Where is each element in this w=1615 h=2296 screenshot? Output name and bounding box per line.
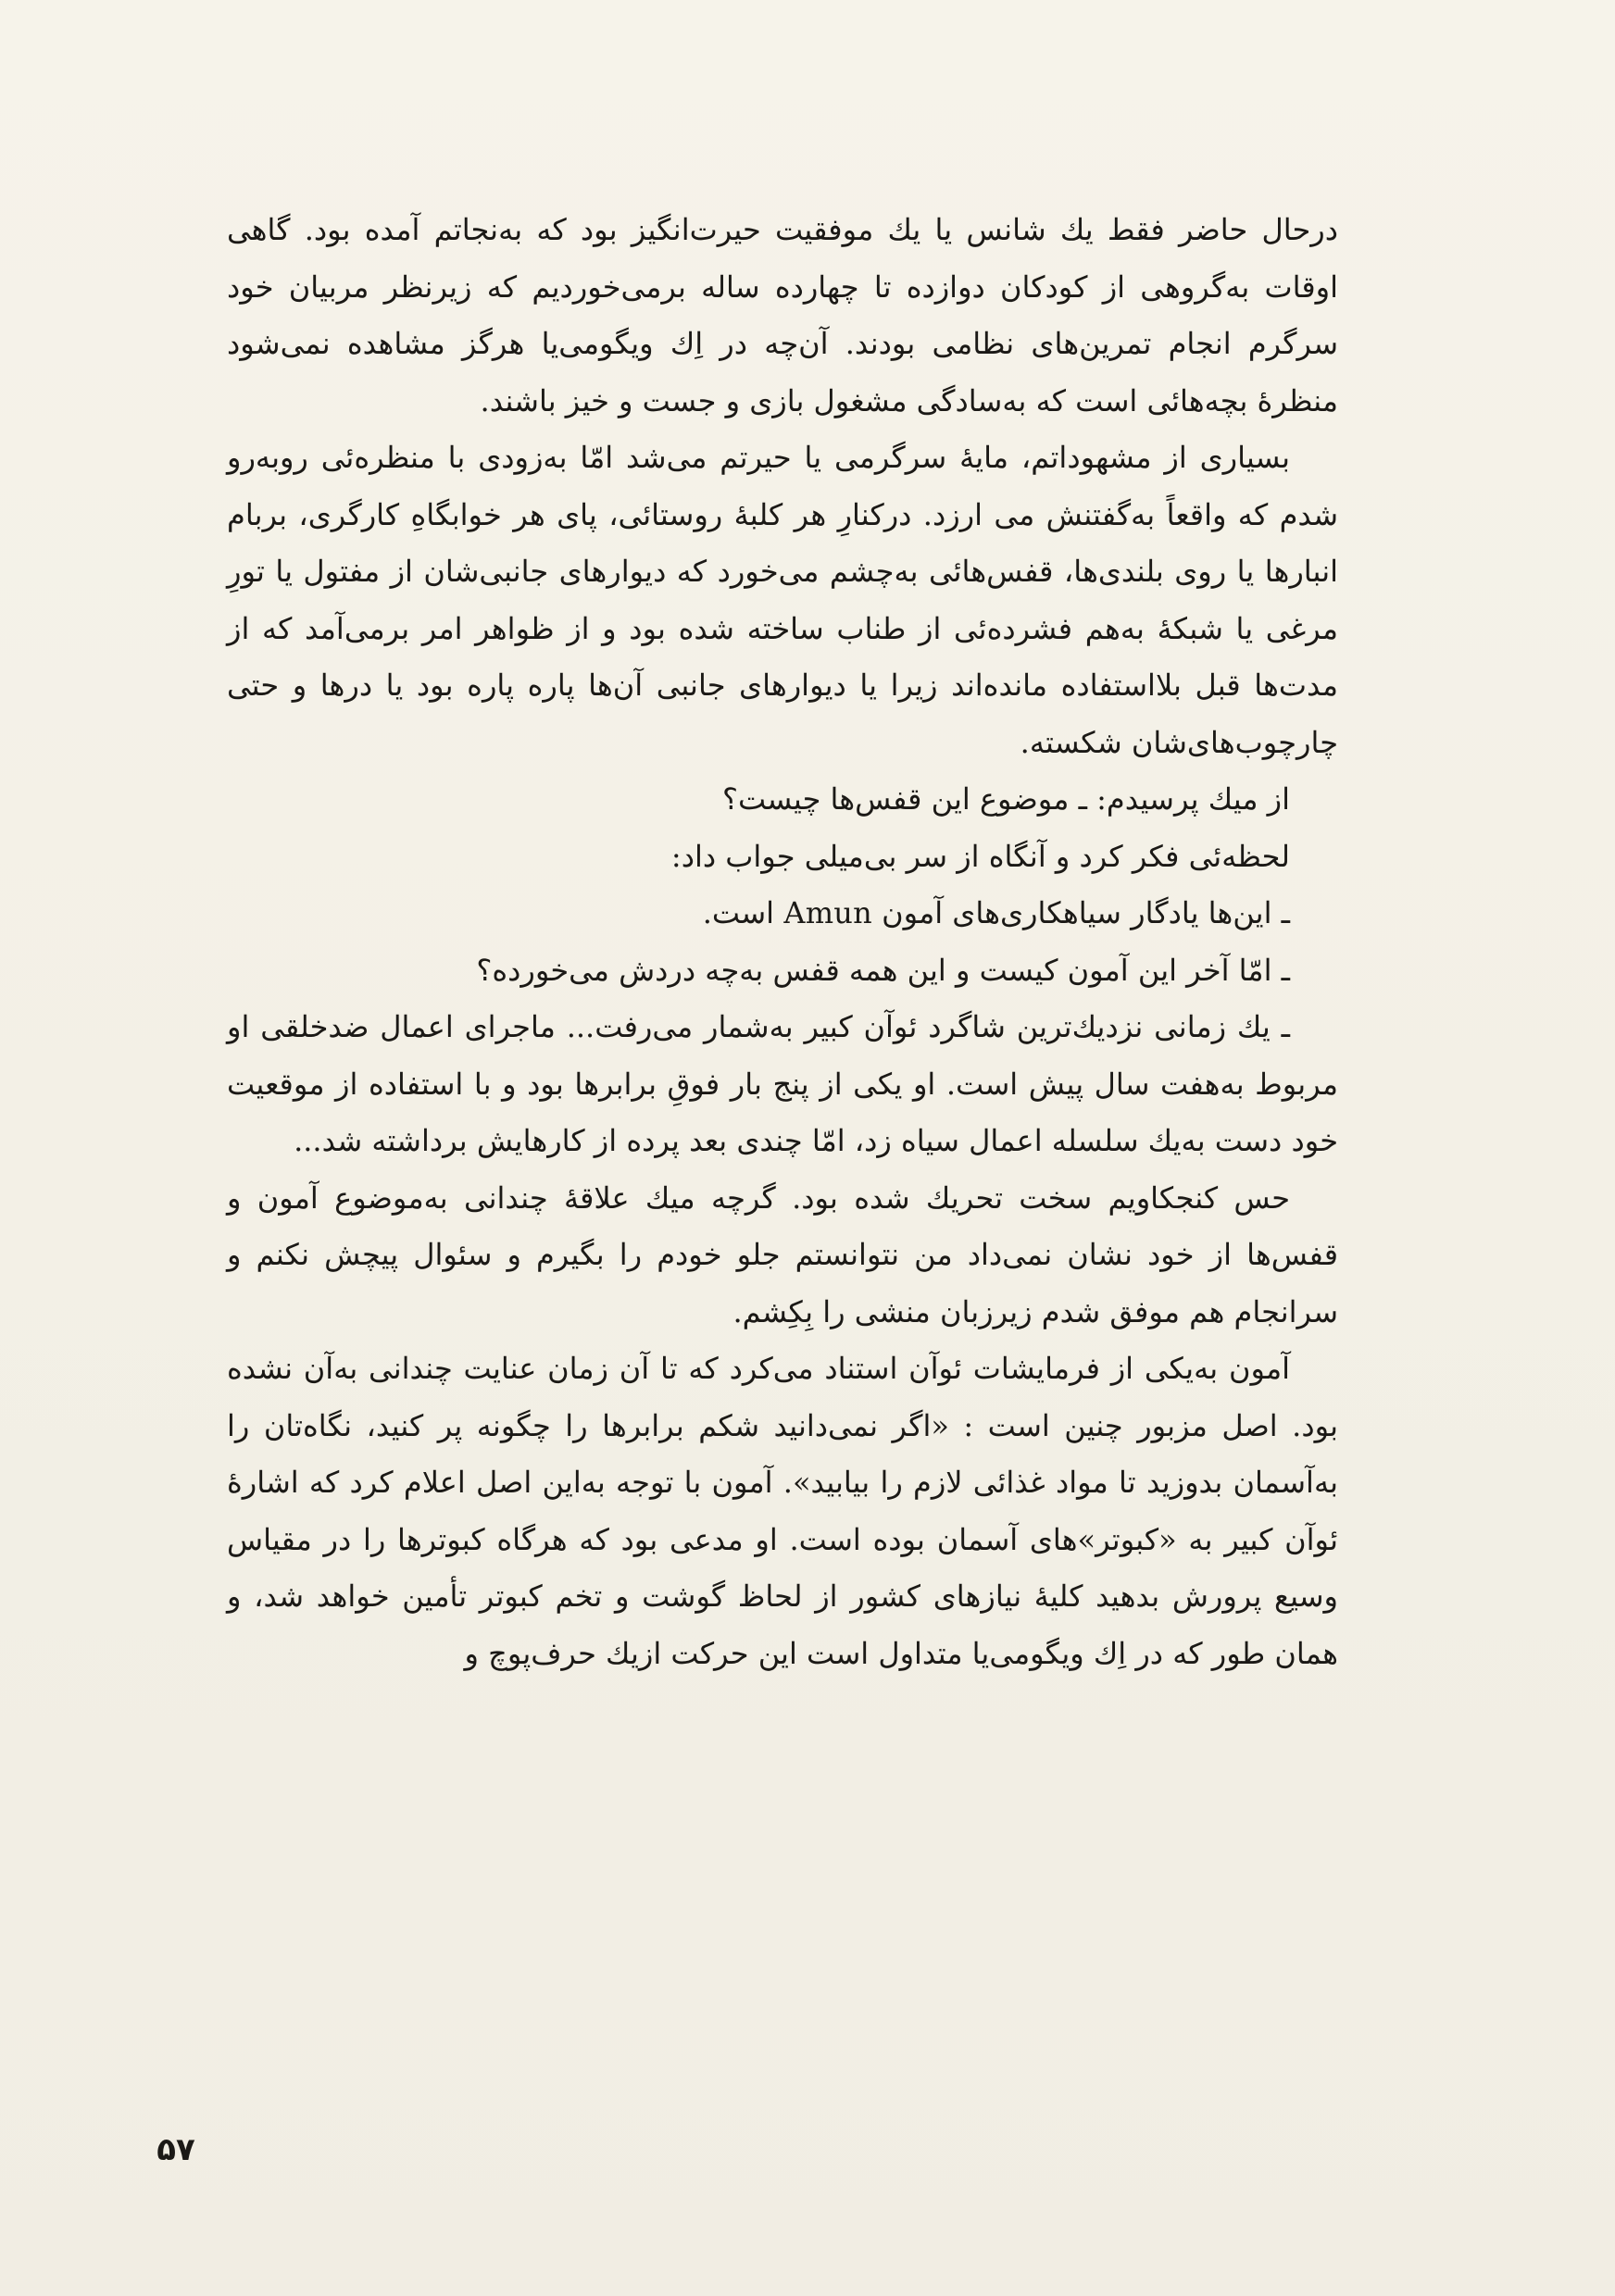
paragraph-3: از ميك پرسيدم: ـ موضوع اين قفس‌ها چيست؟ — [721, 781, 1290, 817]
paragraph-5: ـ اين‌ها يادگار سياهكارى‌هاى آمون Amun است. — [702, 895, 1290, 930]
paragraph-1: درحال حاضر فقط يك شانس يا يك موفقيت حيرت‌انگيز بود كه به‌نجاتم آمده بود. گاهى اوقات به‌گروهى از كودكان دوازده تا چهارده ساله برمى‌خورديم كه زيرنظر مربيان خود سرگرم انجام تمرين‌هاى نظامى بودند. آن‌چه در اِك ويگومى‌يا هرگز مشاهده نمى‌شود منظرهٔ بچه‌هائى است كه به‌سادگى مشغول بازى و جست و خيز باشند. — [227, 212, 1338, 418]
paragraph-6: ـ امّا آخر اين آمون كيست و اين همه قفس به‌چه دردش مى‌خورده؟ — [476, 952, 1290, 988]
paragraph-2: بسيارى از مشهوداتم، مايهٔ سرگرمى يا حيرتم مى‌شد امّا به‌زودى با منظره‌ئى روبه‌رو شدم كه واقعاً به‌گفتنش مى ارزد. دركنارِ هر كلبهٔ روستائى، پاى هر خوابگاهِ كارگرى، بربام انبارها يا روى بلندى‌ها، قفس‌هائى به‌چشم مى‌خورد كه ديوارهاى جانبى‌شان از مفتول يا تورِ مرغى يا شبكهٔ به‌هم فشرده‌ئى از طناب ساخته شده بود و از ظواهر امر برمى‌آمد كه از مدت‌ها قبل بلااستفاده مانده‌اند زيرا يا ديوارهاى جانبى آن‌ها پاره پاره بود يا درها و حتى چارچوب‌هاى‌شان شكسته. — [227, 440, 1338, 760]
body-text — [227, 202, 1338, 1682]
paragraph-9: آمون به‌يكى از فرمايشات ئوآن استناد مى‌كرد كه تا آن زمان عنايت چندانى به‌آن نشده بود. اصل مزبور چنين است : «اگر نمى‌دانيد شكم برابرها را چگونه پر كنيد، نگاه‌تان را به‌آسمان بدوزيد تا مواد غذائى لازم را بيابيد». آمون با توجه به‌اين اصل اعلام كرد كه اشارهٔ ئوآن كبير به «كبوتر»هاى آسمان بوده است. او مدعى بود كه هرگاه كبوترها را در مقياس وسيع پرورش بدهيد كليهٔ نيازهاى كشور از لحاظ گوشت و تخم كبوتر تأمين خواهد شد، و همان طور كه در اِك ويگومى‌يا متداول است اين حركت ازيك حرف‌پوچ و — [227, 1351, 1339, 1671]
paragraph-4: لحظه‌ئى فكر كرد و آنگاه از سر بى‌ميلى جواب داد: — [670, 838, 1290, 874]
paragraph-7: ـ يك زمانى نزديك‌ترين شاگرد ئوآن كبير به‌شمار مى‌رفت... ماجراى اعمال ضدخلقى او مربوط به‌هفت سال پيش است. او يكى از پنج بار فوقِ برابرها بود و با استفاده از موقعيت خود دست به‌يك سلسله اعمال سياه زد، امّا چندى بعد پرده از كارهايش برداشته شد... — [227, 1009, 1338, 1158]
page-number: ۵۷ — [156, 2131, 195, 2168]
paragraph-8: حس كنجكاويم سخت تحريك شده بود. گرچه ميك علاقهٔ چندانى به‌موضوع آمون و قفس‌ها از خود نشان نمى‌داد من نتوانستم جلو خودم را بگيرم و سئوال پيچش نكنم و سرانجام هم موفق شدم زيرزبان منشى را بِكِشم. — [227, 1179, 1338, 1329]
